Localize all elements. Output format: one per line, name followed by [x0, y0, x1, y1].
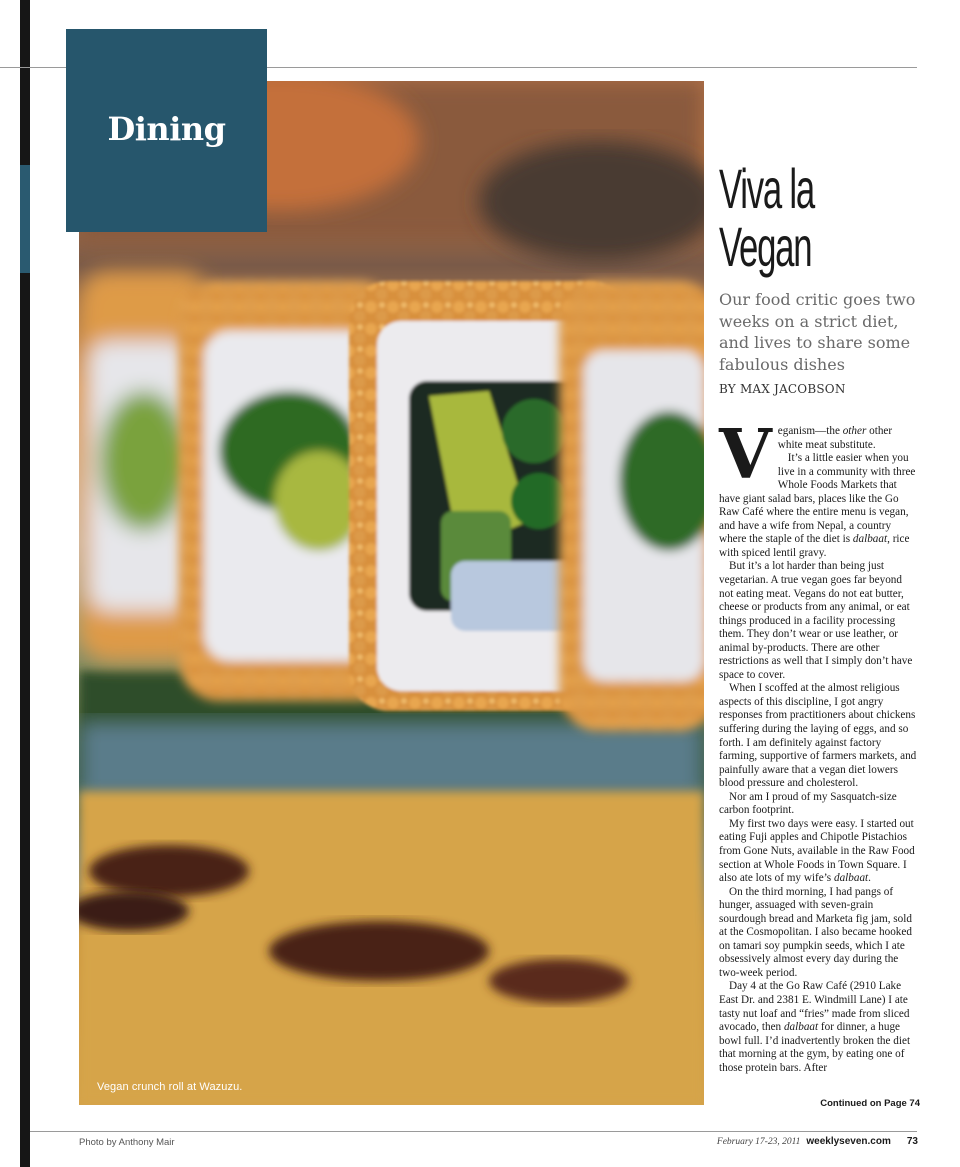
- paragraph-7: On the third morning, I had pangs of hunger, assuaged with seven-grain sourdough bread and Marketa fig jam, sold at the Cosmopolitan. I also became hooked on tamari soy pumpkin seeds, which I ate obsessively almost every day during the two-week period.: [719, 885, 912, 979]
- footer: [717, 1136, 918, 1147]
- issue-date: February 17-23, 2011: [716, 1137, 801, 1147]
- sushi-photo: [79, 81, 704, 1105]
- deck: Our food critic goes two weeks on a strict diet, and lives to share some fabulous dishes: [719, 290, 916, 374]
- continued-link[interactable]: Continued on Page 74: [820, 1098, 920, 1109]
- headline-line-2: Vegan: [719, 215, 812, 278]
- byline: BY MAX JACOBSON: [719, 382, 846, 396]
- section-label: Dining: [107, 109, 226, 148]
- section-tag: [66, 29, 267, 232]
- paragraph-3: But it’s a lot harder than being just vegetarian. A true vegan goes far beyond not eating meat. Vegans do not eat butter, cheese or products from any animal, or eat things produced in a facility processing them. They don’t wear or use leather, or animal by-products. There are other restrictions as well that I simply don’t have space to cover.: [719, 560, 913, 681]
- article-body: [719, 415, 917, 1075]
- bottom-rule: [30, 1131, 917, 1132]
- paragraph-5: Nor am I proud of my Sasquatch-size carbon footprint.: [719, 790, 897, 817]
- headline: [719, 157, 855, 278]
- site-url[interactable]: weeklyseven.com: [806, 1136, 891, 1147]
- sushi-illustration: [79, 81, 704, 1105]
- drop-cap: V: [719, 415, 772, 495]
- photo-caption: Vegan crunch roll at Wazuzu.: [97, 1081, 243, 1093]
- photo-credit: Photo by Anthony Mair: [79, 1137, 175, 1148]
- paragraph-1: Veganism—the other other white meat substitute.: [719, 415, 893, 495]
- headline-line-1: Viva la: [719, 157, 814, 220]
- spine-accent: [20, 165, 30, 273]
- page-number: 73: [906, 1136, 918, 1147]
- paragraph-4: When I scoffed at the almost religious aspects of this discipline, I got angry responses from practitioners about chickens suffering during the laying of eggs, and so forth. I am definitely against factory farming, supportive of farmers markets, and painfully aware that a vegan diet lowers blood pressure and cholesterol.: [719, 682, 917, 790]
- paragraph-2: It’s a little easier when you live in a community with three Whole Foods Markets that have giant salad bars, places like the Go Raw Café where the entire menu is vegan, and have a wife from Nepal, a country where the staple of the diet is dalbaat, rice with spiced lentil gravy.: [719, 452, 916, 559]
- paragraph-6: My first two days were easy. I started out eating Fuji apples and Chipotle Pistachios from Gone Nuts, available in the Raw Food section at Whole Foods in Town Square. I also ate lots of my wife’s dalbaat.: [719, 817, 915, 885]
- paragraph-8: Day 4 at the Go Raw Café (2910 Lake East Dr. and 2381 E. Windmill Lane) I ate tasty nut loaf and “fries” made from sliced avocado, then dalbaat for dinner, a huge bowl full. I’d inadvertently broken the diet that morning at the gym, by eating one of those protein bars. After: [719, 980, 911, 1074]
